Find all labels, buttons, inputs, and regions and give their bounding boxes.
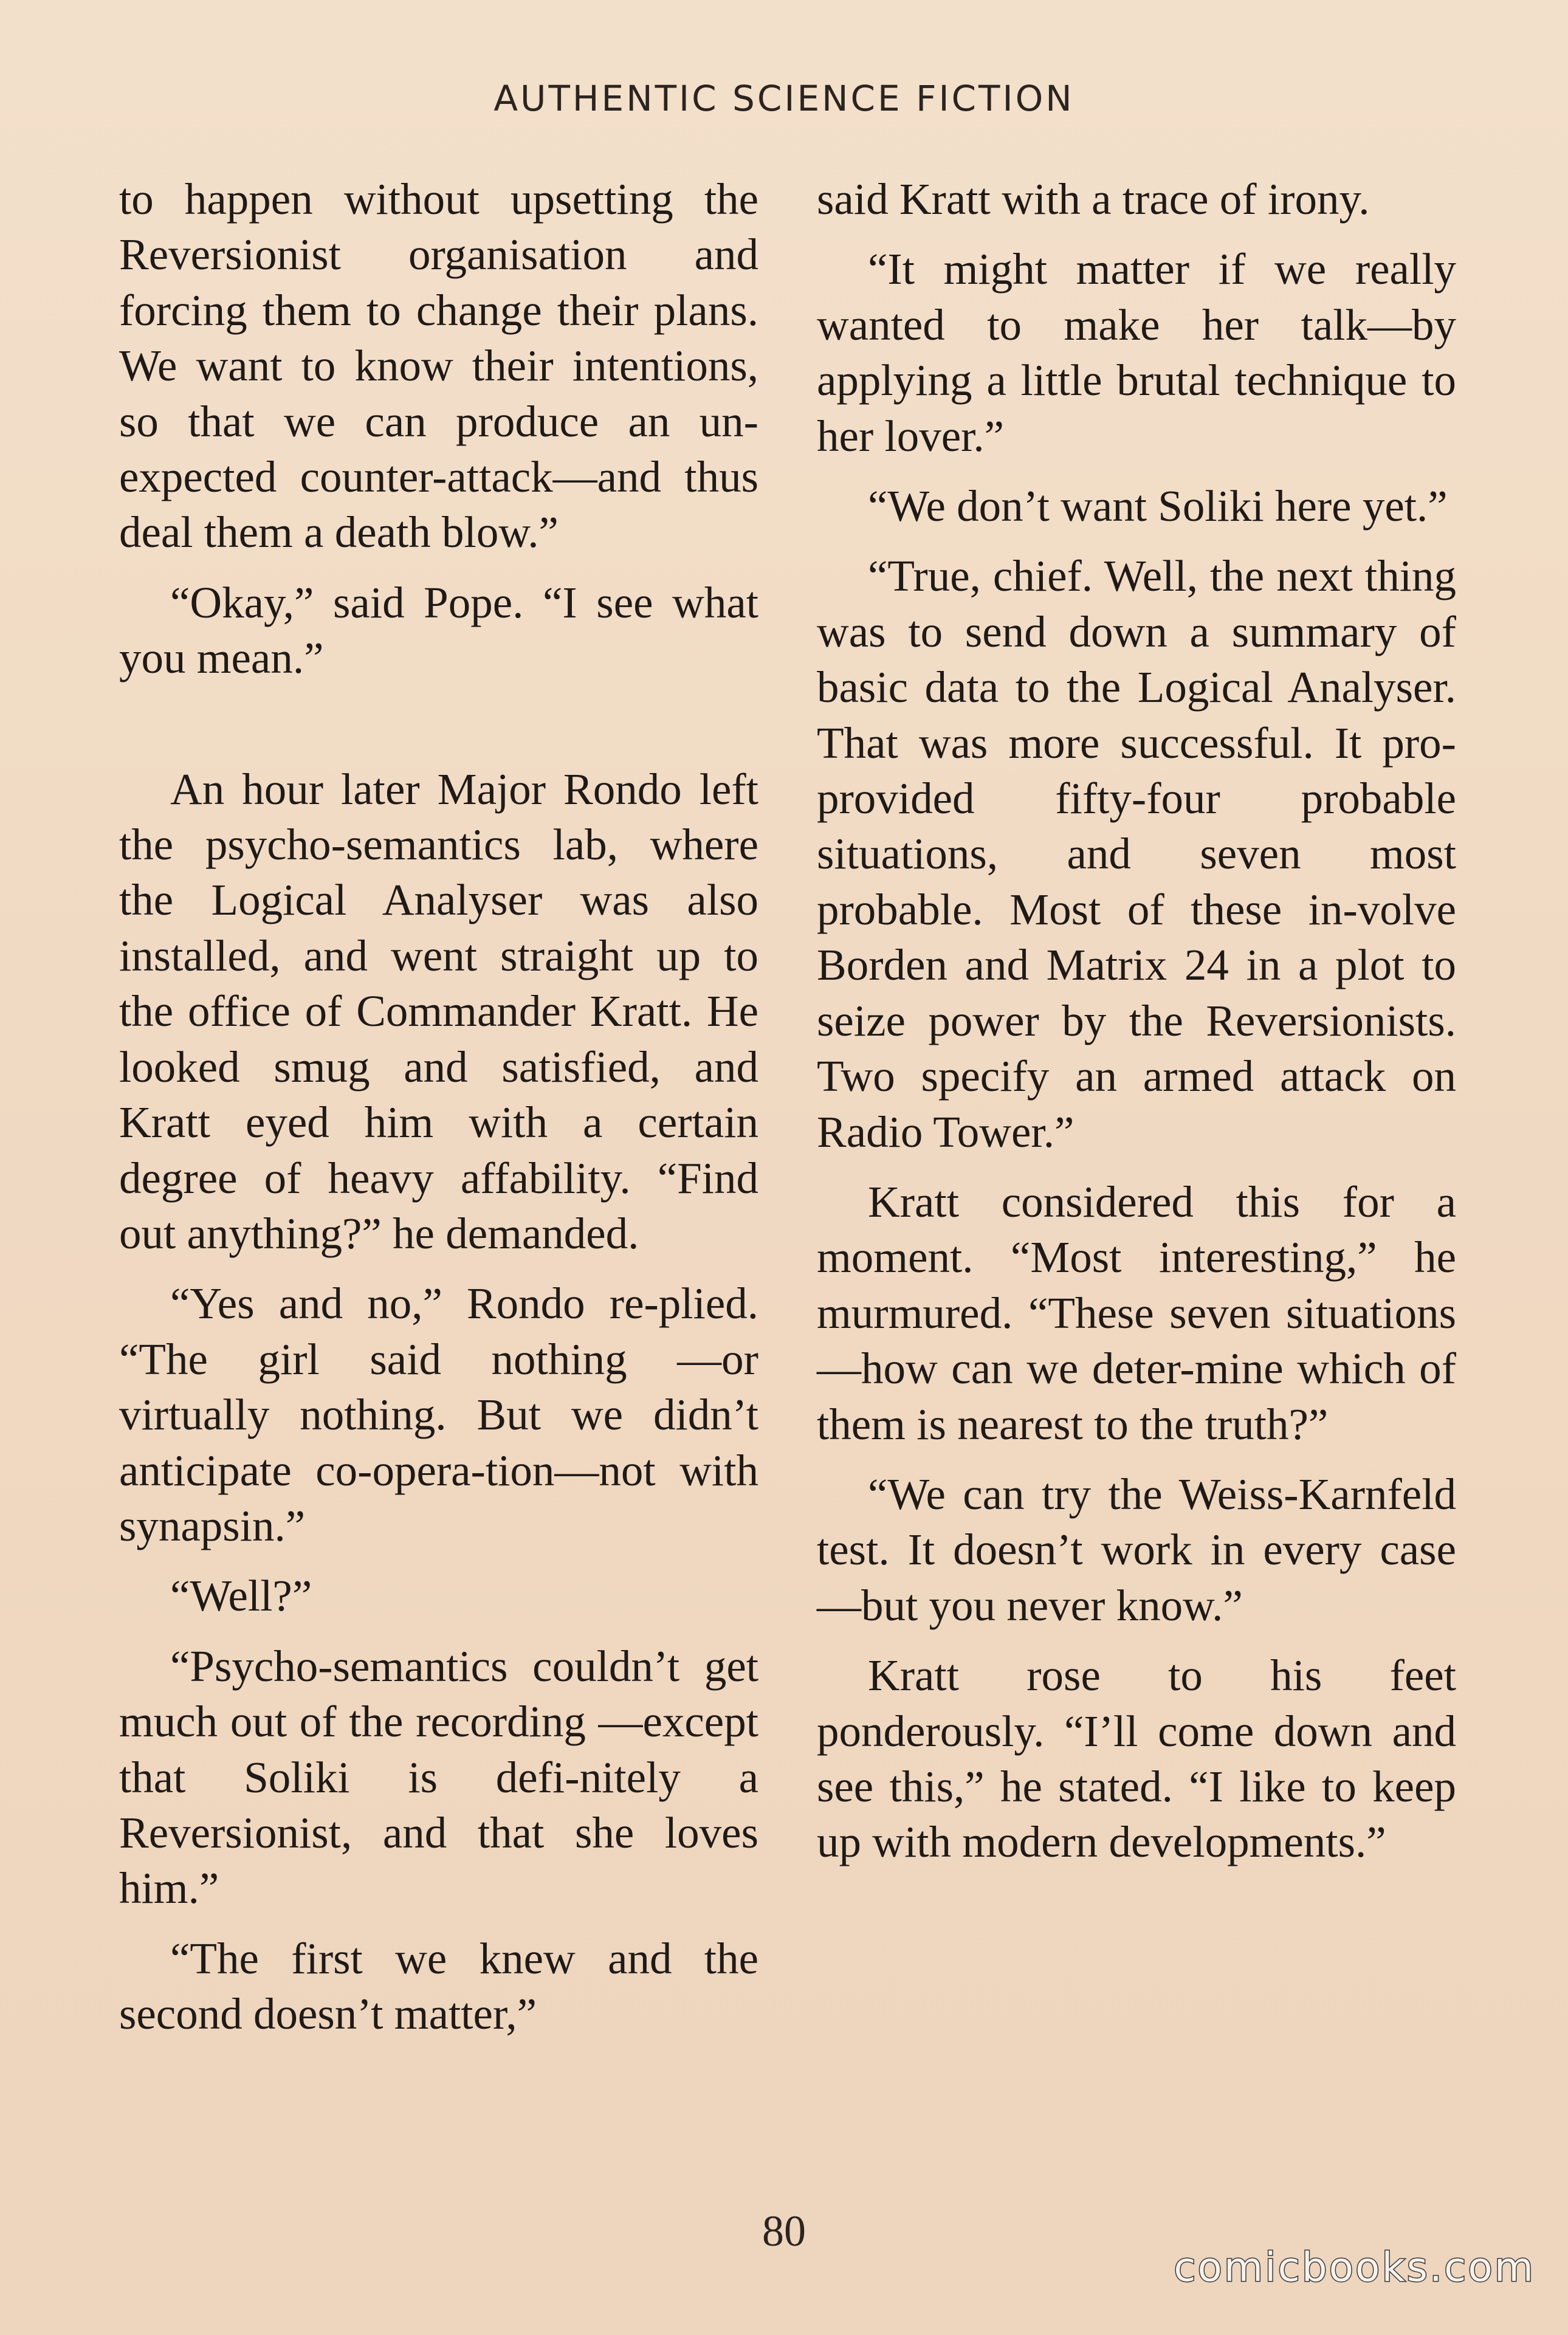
paragraph: “It might matter if we really wanted to make her talk—by applying a little brutal technique to her lover.” [817,244,1456,461]
right-column [817,171,1456,1885]
running-head: AUTHENTIC SCIENCE FICTION [493,78,1075,119]
left-column [119,171,758,2057]
paragraph: “We don’t want Soliki here yet.” [868,481,1448,531]
paragraph: to happen without upsetting the Reversionist organisation and forcing them to change their plans. We want to know their intentions, so that we can produce an un-expected counter-attack—and thus deal them a death blow.” [119,174,758,557]
watermark: comicbooks.com [1174,2244,1535,2291]
paragraph: “Okay,” said Pope. “I see what you mean.” [119,577,758,683]
paragraph: “Psycho-semantics couldn’t get much out of the recording —except that Soliki is defi-nitely a Reversionist, and that she loves him.” [119,1641,758,1913]
page-number: 80 [762,2207,806,2255]
paragraph: An hour later Major Rondo left the psycho-semantics lab, where the Logical Analyser was also installed, and went straight up to the office of Commander Kratt. He looked smug and satisfied, and Kratt eyed him with a certain degree of heavy affability. “Find out anything?” he demanded. [119,764,758,1258]
paragraph: “The first we knew and the second doesn’t matter,” [119,1933,758,2039]
paragraph: Kratt considered this for a moment. “Most interesting,” he murmured. “These seven situations—how can we deter-mine which of them is nearest to the truth?” [817,1177,1456,1449]
paragraph: “True, chief. Well, the next thing was to send down a summary of basic data to the Logical Analyser. That was more successful. It pro-provided fifty-four probable situations, and seven most probable. Most of these in-volve Borden and Matrix 24 in a plot to seize power by the Reversionists. Two specify an armed attack on Radio Tower.” [817,551,1456,1157]
paragraph: “We can try the Weiss-Karnfeld test. It doesn’t work in every case—but you never know.” [817,1469,1456,1630]
paragraph: “Yes and no,” Rondo re-plied. “The girl said nothing —or virtually nothing. But we didn’t anticipate co-opera-tion—not with synapsin.” [119,1279,758,1550]
paragraph: said Kratt with a trace of irony. [817,174,1370,224]
paragraph: “Well?” [170,1571,312,1621]
paragraph: Kratt rose to his feet ponderously. “I’ll come down and see this,” he stated. “I like to keep up with modern developments.” [817,1651,1456,1867]
